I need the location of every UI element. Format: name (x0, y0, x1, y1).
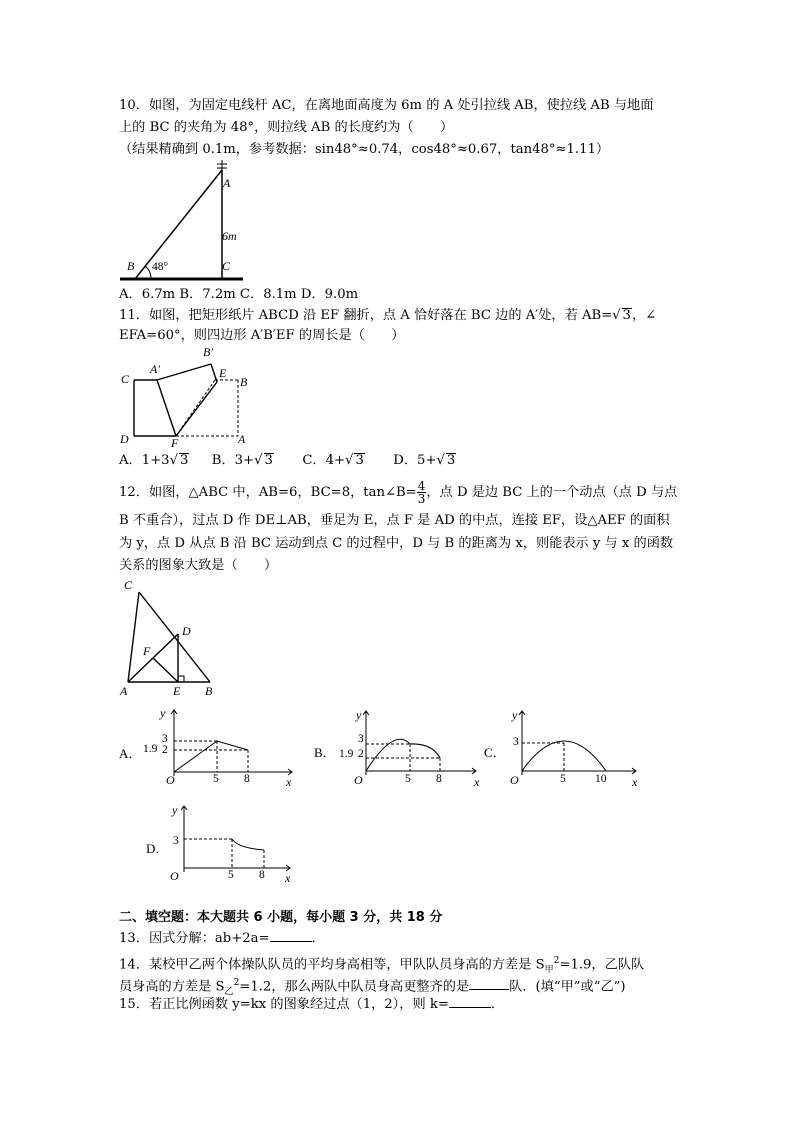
q12-graph-B-x5: 5 (405, 773, 411, 785)
q15 (119, 995, 504, 1015)
q11-option-B: B．3+√ 3 (211, 453, 273, 468)
q11-option-A-pre: 1+3 (141, 453, 170, 468)
q12-graph-A (160, 705, 300, 780)
q15-answer-blank[interactable] (449, 1007, 491, 1008)
q12-graph-B-origin: O (354, 773, 363, 787)
q11-line-2: EFA=60°，则四边形 A′B′EF 的周长是（ ） (119, 328, 405, 343)
q11-label-F: F (171, 436, 179, 450)
q12-line-1-tail: ，点 D 是边 BC 上的一个动点（点 D 与点 (426, 485, 678, 500)
q13-answer-blank[interactable] (270, 941, 312, 942)
q12-graph-A-origin: O (166, 773, 175, 787)
q11-line-1-tail: ，∠ (631, 308, 657, 323)
q12-graph-B (354, 707, 484, 782)
q12-triangle-figure (124, 590, 224, 685)
q12-graph-B-y19: 1.9 (339, 748, 354, 760)
q11-line-1-text: 11．如图，把矩形纸片 ABCD 沿 EF 翻折，点 A 恰好落在 BC 边的 A′处，若 AB= (119, 308, 613, 323)
q12-graph-D-x-axis-label: x (285, 871, 291, 885)
q13 (119, 929, 325, 949)
q12-label-D: D (182, 624, 191, 638)
q12-line-2: B 不重合），过点 D 作 DE⊥AB，垂足为 E，点 F 是 AD 的中点，连接 EF，设△AEF 的面积 (119, 513, 670, 528)
q11-label-A: A (238, 432, 246, 446)
q12-graph-A-y-axis-label: y (160, 706, 166, 720)
q12-graph-C-y-axis-label: y (512, 708, 518, 722)
q12-graph-C-x5: 5 (560, 773, 566, 785)
q12-label-A: A (120, 684, 128, 698)
q12-graph-D-y-axis-label: y (172, 803, 178, 817)
q11-option-B-rad: 3 (264, 453, 273, 468)
q14-answer-blank[interactable] (469, 989, 509, 990)
q12-graph-A-x5: 5 (213, 773, 219, 785)
q12-graph-B-label: B． (314, 745, 336, 760)
q12-label-F: F (143, 644, 151, 658)
q12-label-E: E (173, 684, 181, 698)
q12-fraction (417, 480, 427, 505)
q11-option-D-rad: 3 (446, 453, 456, 468)
q12-graph-C-y3: 3 (513, 736, 519, 748)
q11-option-C-rad: 3 (355, 453, 364, 468)
q12-graph-C-x10: 10 (595, 773, 607, 785)
q13-end: ． (311, 931, 325, 946)
q11-options (119, 451, 456, 471)
q11-option-D: D．5+√ 3 (393, 453, 456, 468)
q10-label-B: B (127, 259, 135, 273)
q10-label-C: C (222, 259, 231, 273)
q11-label-B1: B′ (203, 345, 213, 359)
q12-graph-B-y2: 2 (358, 748, 364, 760)
q14-sup-2: 2 (233, 978, 240, 988)
q12-graph-A-y19: 1.9 (143, 743, 158, 755)
q12-label-B: B (205, 684, 213, 698)
q12-graph-C-origin: O (510, 773, 519, 787)
q12-graph-D (174, 802, 296, 877)
q14-sub-2: 乙 (224, 987, 234, 998)
q12-frac-den: 3 (417, 492, 426, 506)
q10-line-1: 10．如图，为固定电线杆 AC，在离地面高度为 6m 的 A 处引拉线 AB，使拉线 AB 与地面 (119, 98, 654, 113)
q12-frac-num: 4 (417, 479, 426, 493)
q12-graph-A-label: A． (119, 746, 142, 761)
q14-sup-1: 2 (553, 956, 560, 966)
q11-option-B-label: B． (211, 453, 235, 468)
q12-graph-C (510, 707, 642, 782)
q10-line-3: （结果精确到 0.1m，参考数据：sin48°≈0.74，cos48°≈0.67，tan48°≈1.11） (119, 142, 610, 157)
q11-option-C-pre: 4+ (325, 453, 346, 468)
q12-graph-C-x-axis-label: x (632, 775, 638, 789)
q14-line-1-text: 14．某校甲乙两个体操队队员的平均身高相等，甲队队员身高的方差是 S (119, 957, 545, 973)
q10-options: A．6.7m B．7.2m C．8.1m D．9.0m (119, 287, 359, 302)
q14-line-1-tail: =1.9，乙队队 (559, 957, 645, 973)
q10-line-2: 上的 BC 的夹角为 48°，则拉线 AB 的长度约为（ ） (119, 120, 454, 135)
q15-text: 15．若正比例函数 y=kx 的图象经过点（1，2），则 k= (119, 997, 449, 1012)
q11-option-B-pre: 3+ (234, 453, 255, 468)
q12-graph-D-y3: 3 (173, 835, 179, 847)
q11-label-E: E (219, 366, 227, 380)
q11-label-D: D (120, 432, 129, 446)
q14-line-2-mid: =1.2，那么两队中队员身高更整齐的是 (239, 979, 470, 995)
q12-line-4: 关系的图象大致是（ ） (119, 558, 278, 573)
q12-label-C: C (124, 578, 133, 592)
q13-text: 13．因式分解：ab+2a= (119, 931, 270, 946)
q11-label-A1: A′ (150, 362, 160, 376)
q15-end: ． (490, 997, 505, 1012)
q11-option-A-label: A． (119, 453, 142, 468)
q10-label-height: 6m (222, 229, 237, 243)
q11-option-D-pre: 5+ (417, 453, 437, 468)
q14-line-2-tail: 队．(填“甲”或“乙”) (509, 979, 626, 995)
q12-graph-B-x8: 8 (436, 773, 442, 785)
q12-graph-B-x-axis-label: x (474, 775, 480, 789)
q12-graph-D-origin: O (170, 869, 179, 883)
q12-graph-A-x-axis-label: x (286, 775, 292, 789)
q12-graph-D-label: D． (146, 841, 169, 856)
q11-option-C-label: C． (302, 453, 326, 468)
q12-graph-B-y-axis-label: y (356, 708, 362, 722)
q11-option-C: C．4+√ 3 (302, 453, 364, 468)
q14-sub-1: 甲 (544, 965, 554, 976)
q12-graph-A-y3: 3 (162, 733, 168, 745)
q12-line-3: 为 y，点 D 从点 B 沿 BC 运动到点 C 的过程中，D 与 B 的距离为 x，则能表示 y 与 x 的函数 (119, 536, 674, 551)
q11-label-B: B (240, 375, 248, 389)
q10-label-angle: 48° (152, 261, 169, 273)
section-2-title: 二、填空题：本大题共 6 小题，每小题 3 分，共 18 分 (119, 910, 443, 925)
q11-option-D-label: D． (393, 453, 418, 468)
q12-graph-A-x8: 8 (244, 773, 250, 785)
q10-label-A: A (223, 176, 231, 190)
q11-option-A: A．1+3√ 3 (119, 453, 189, 468)
q11-line-1: 11．如图，把矩形纸片 ABCD 沿 EF 翻折，点 A 恰好落在 BC 边的 A′处，若 AB=√ 3，∠ (119, 308, 657, 323)
q11-label-C: C (121, 372, 130, 386)
q12-graph-A-y2: 2 (162, 744, 168, 756)
q12-graph-C-label: C． (484, 745, 506, 760)
q12-graph-B-y3: 3 (358, 733, 364, 745)
q12-graph-D-x5: 5 (228, 869, 234, 881)
q14-line-2-text: 员身高的方差是 S (119, 979, 225, 995)
q12-line-1-text: 12．如图，△ABC 中，AB=6，BC=8，tan∠B= (119, 485, 417, 500)
q11-option-A-rad: 3 (179, 453, 189, 468)
q12-graph-D-x8: 8 (259, 869, 265, 881)
q12-line-1 (119, 480, 677, 505)
q11-radicand: 3 (622, 308, 631, 323)
